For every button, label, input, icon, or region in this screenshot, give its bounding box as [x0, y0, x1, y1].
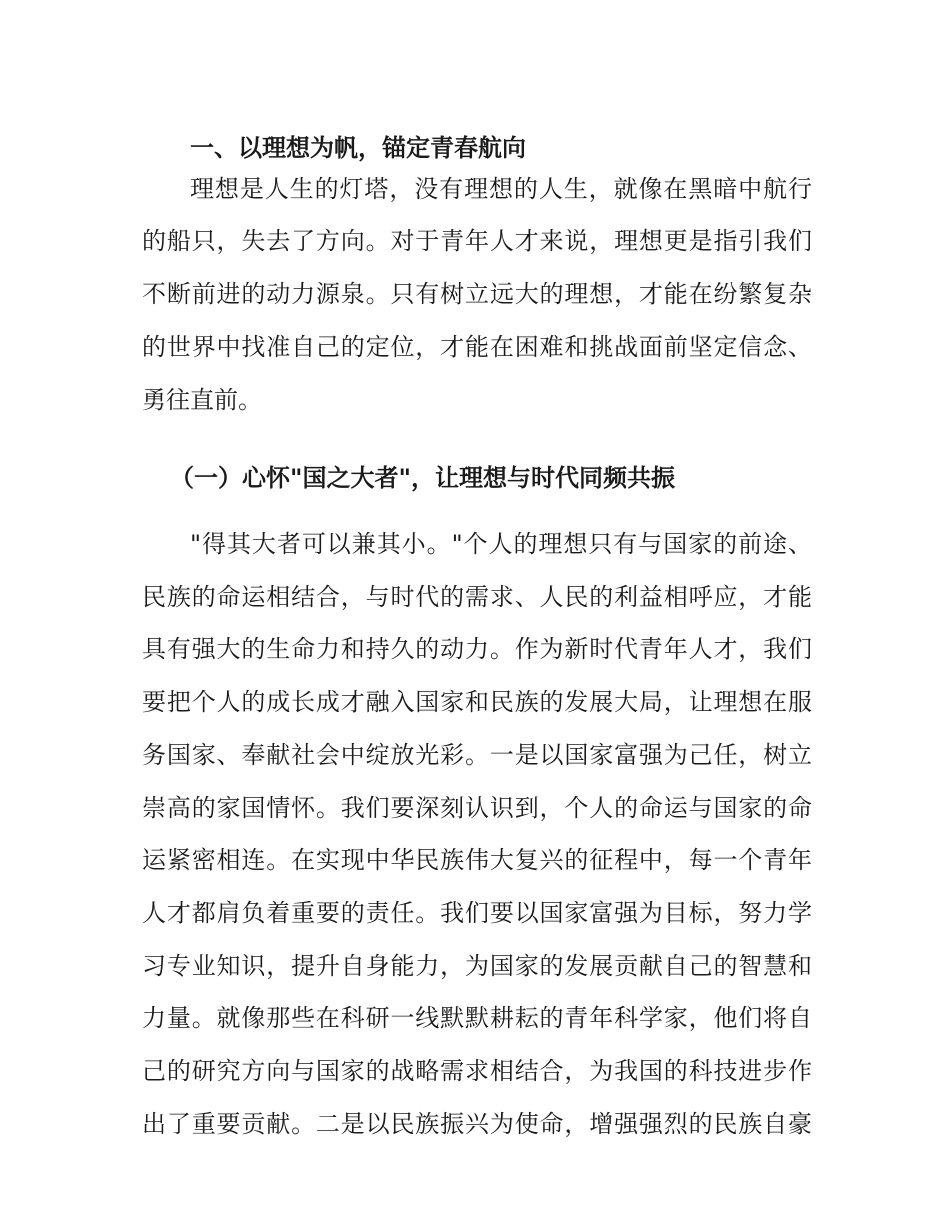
paragraph-line: 不断前进的动力源泉。只有树立远大的理想，才能在纷繁复杂 — [142, 280, 812, 308]
paragraph-line: 要把个人的成长成才融入国家和民族的发展大局，让理想在服 — [142, 688, 812, 716]
subsection-heading: （一）心怀"国之大者"，让理想与时代同频共振 — [170, 464, 676, 492]
paragraph-line: 运紧密相连。在实现中华民族伟大复兴的征程中，每一个青年 — [142, 846, 812, 874]
paragraph-line: 出了重要贡献。二是以民族振兴为使命，增强强烈的民族自豪 — [142, 1110, 812, 1138]
paragraph-line: 务国家、奉献社会中绽放光彩。一是以国家富强为己任，树立 — [142, 741, 812, 769]
paragraph-line: 力量。就像那些在科研一线默默耕耘的青年科学家，他们将自 — [142, 1004, 812, 1032]
paragraph-line: 己的研究方向与国家的战略需求相结合，为我国的科技进步作 — [142, 1057, 812, 1085]
paragraph-line: 勇往直前。 — [142, 386, 262, 414]
section-heading: 一、以理想为帆，锚定青春航向 — [190, 134, 526, 162]
paragraph-line: "得其大者可以兼其小。"个人的理想只有与国家的前途、 — [190, 530, 812, 558]
paragraph-line: 具有强大的生命力和持久的动力。作为新时代青年人才，我们 — [142, 635, 812, 663]
paragraph-line: 理想是人生的灯塔，没有理想的人生，就像在黑暗中航行 — [190, 175, 812, 203]
paragraph-line: 习专业知识，提升自身能力，为国家的发展贡献自己的智慧和 — [142, 952, 812, 980]
paragraph-line: 民族的命运相结合，与时代的需求、人民的利益相呼应，才能 — [142, 583, 812, 611]
paragraph-line: 人才都肩负着重要的责任。我们要以国家富强为目标，努力学 — [142, 899, 812, 927]
paragraph-line: 的世界中找准自己的定位，才能在困难和挑战面前坚定信念、 — [142, 333, 812, 361]
paragraph-line: 的船只，失去了方向。对于青年人才来说，理想更是指引我们 — [142, 227, 812, 255]
paragraph-line: 崇高的家国情怀。我们要深刻认识到，个人的命运与国家的命 — [142, 794, 812, 822]
